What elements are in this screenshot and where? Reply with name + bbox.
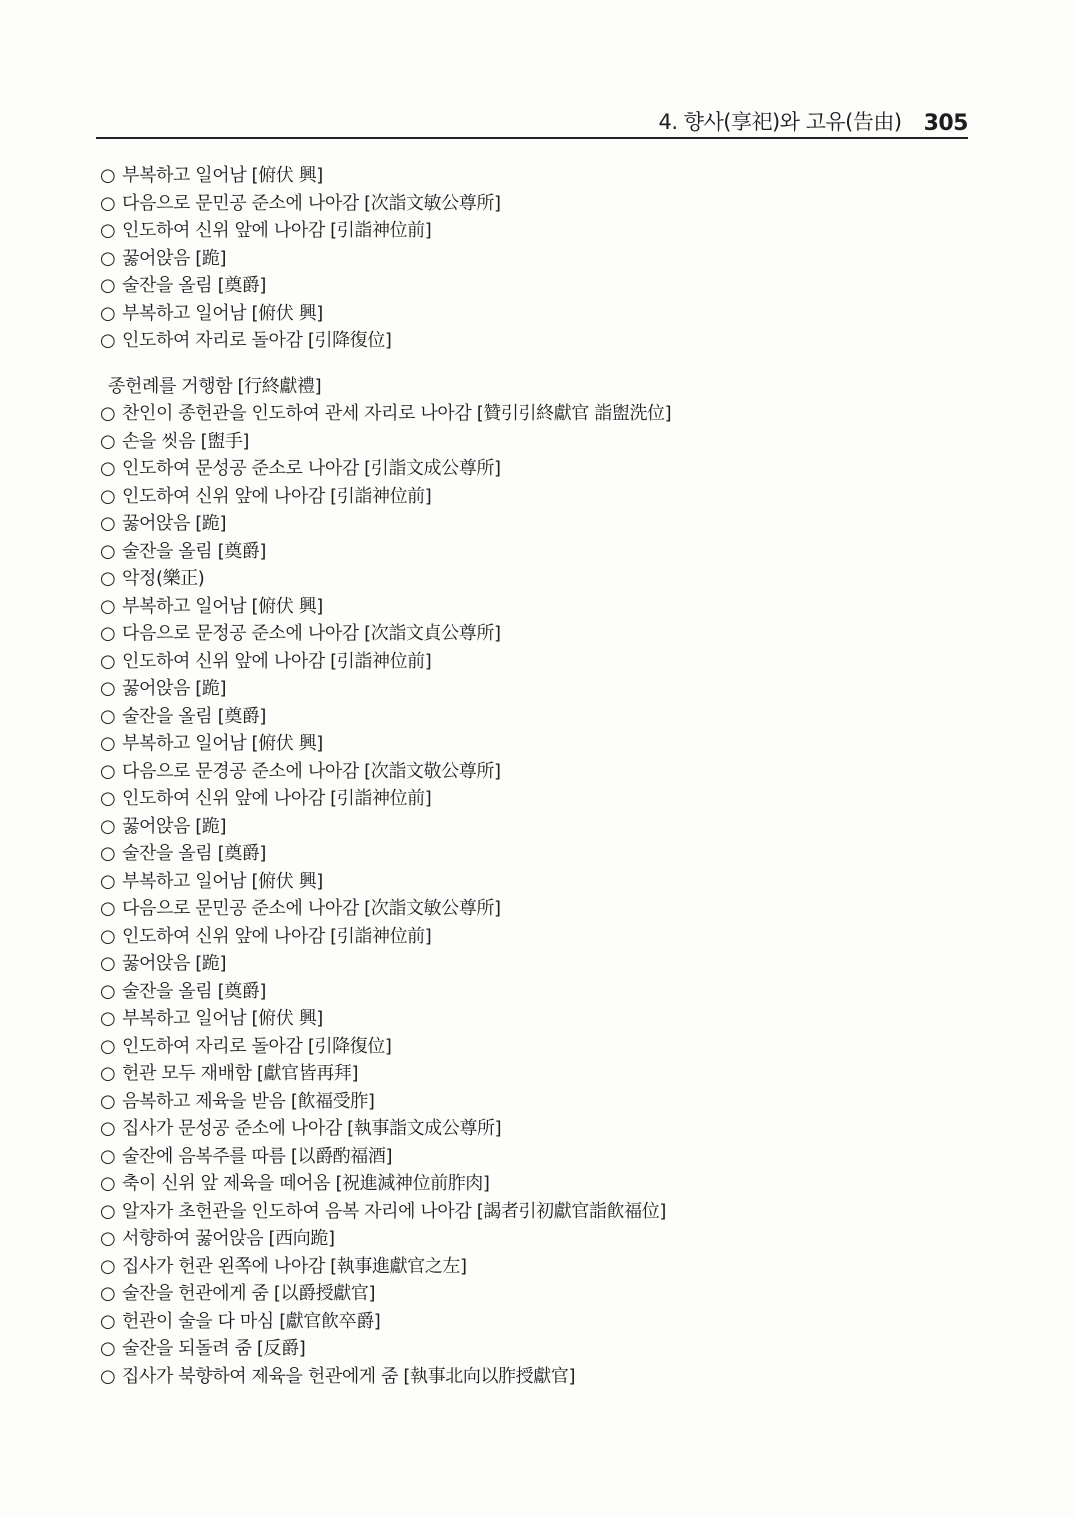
section-heading: 종헌례를 거행함 [行終獻禮] bbox=[108, 375, 322, 397]
circle-bullet-icon: ○ bbox=[100, 1173, 116, 1194]
list-item bbox=[100, 455, 960, 483]
body-text bbox=[100, 162, 960, 1390]
list-item-text: 꿇어앉음 [跪] bbox=[122, 247, 227, 269]
list-item-text: 꿇어앉음 [跪] bbox=[122, 815, 227, 837]
list-item-text: 다음으로 문정공 준소에 나아감 [次詣文貞公尊所] bbox=[122, 623, 501, 644]
circle-bullet-icon: ○ bbox=[100, 1008, 116, 1029]
circle-bullet-icon: ○ bbox=[100, 815, 116, 837]
list-item bbox=[100, 1225, 960, 1253]
circle-bullet-icon: ○ bbox=[100, 1145, 116, 1167]
circle-bullet-icon: ○ bbox=[100, 623, 116, 644]
list-item bbox=[100, 483, 960, 511]
list-item-text: 술잔에 음복주를 따름 [以爵酌福酒] bbox=[122, 1145, 393, 1167]
circle-bullet-icon: ○ bbox=[100, 458, 116, 479]
list-item bbox=[100, 217, 960, 245]
list-item-text: 헌관이 술을 다 마심 [獻官飮卒爵] bbox=[122, 1310, 381, 1332]
circle-bullet-icon: ○ bbox=[100, 1063, 116, 1084]
list-item bbox=[100, 1198, 960, 1226]
list-item bbox=[100, 272, 960, 300]
header-rule bbox=[96, 137, 968, 139]
list-item-text: 술잔을 헌관에게 줌 [以爵授獻官] bbox=[122, 1283, 376, 1304]
list-item bbox=[100, 1308, 960, 1336]
circle-bullet-icon: ○ bbox=[100, 220, 116, 241]
circle-bullet-icon: ○ bbox=[100, 1090, 116, 1112]
list-item bbox=[100, 1005, 960, 1033]
circle-bullet-icon: ○ bbox=[100, 485, 116, 507]
list-item-text: 인도하여 문성공 준소로 나아감 [引詣文成公尊所] bbox=[122, 458, 501, 479]
page-number: 305 bbox=[923, 111, 968, 136]
list-item bbox=[100, 895, 960, 923]
list-item-text: 꿇어앉음 [跪] bbox=[122, 678, 227, 699]
list-item-text: 부복하고 일어남 [俯伏 興] bbox=[122, 595, 323, 617]
list-item-text: 서향하여 꿇어앉음 [西向跪] bbox=[122, 1228, 335, 1249]
list-item-text: 집사가 북향하여 제육을 헌관에게 줌 [執事北向以胙授獻官] bbox=[122, 1365, 576, 1387]
circle-bullet-icon: ○ bbox=[100, 650, 116, 672]
procedure-list-1 bbox=[100, 162, 960, 355]
list-item bbox=[100, 190, 960, 218]
list-item bbox=[100, 978, 960, 1006]
list-item-text: 집사가 문성공 준소에 나아감 [執事詣文成公尊所] bbox=[122, 1118, 502, 1139]
circle-bullet-icon: ○ bbox=[100, 1118, 116, 1139]
circle-bullet-icon: ○ bbox=[100, 540, 116, 562]
list-item bbox=[100, 565, 960, 593]
page-header bbox=[96, 108, 968, 136]
list-item bbox=[100, 703, 960, 731]
list-item bbox=[100, 923, 960, 951]
circle-bullet-icon: ○ bbox=[100, 760, 116, 782]
list-item-text: 음복하고 제육을 받음 [飮福受胙] bbox=[122, 1090, 375, 1112]
list-item-text: 인도하여 신위 앞에 나아감 [引詣神位前] bbox=[122, 220, 432, 241]
circle-bullet-icon: ○ bbox=[100, 403, 116, 424]
list-item bbox=[100, 1060, 960, 1088]
circle-bullet-icon: ○ bbox=[100, 1310, 116, 1332]
circle-bullet-icon: ○ bbox=[100, 275, 116, 296]
circle-bullet-icon: ○ bbox=[100, 788, 116, 809]
list-item-text: 인도하여 신위 앞에 나아감 [引詣神位前] bbox=[122, 650, 432, 672]
list-item-text: 술잔을 올림 [奠爵] bbox=[122, 843, 267, 864]
list-item-text: 술잔을 올림 [奠爵] bbox=[122, 980, 267, 1002]
list-item-text: 술잔을 되돌려 줌 [反爵] bbox=[122, 1338, 306, 1359]
list-item-text: 술잔을 올림 [奠爵] bbox=[122, 705, 267, 727]
list-item-text: 악정(樂正) bbox=[122, 568, 205, 589]
list-item bbox=[100, 300, 960, 328]
list-item bbox=[100, 950, 960, 978]
circle-bullet-icon: ○ bbox=[100, 678, 116, 699]
list-item-text: 다음으로 문경공 준소에 나아감 [次詣文敬公尊所] bbox=[122, 760, 501, 782]
circle-bullet-icon: ○ bbox=[100, 330, 116, 351]
section-2 bbox=[100, 373, 960, 1391]
list-item-text: 손을 씻음 [盥手] bbox=[122, 430, 250, 452]
list-item-text: 축이 신위 앞 제육을 떼어옴 [祝進減神位前胙肉] bbox=[122, 1173, 490, 1194]
list-item bbox=[100, 1115, 960, 1143]
list-item bbox=[100, 428, 960, 456]
list-item-text: 부복하고 일어남 [俯伏 興] bbox=[122, 870, 323, 892]
list-item-text: 술잔을 올림 [奠爵] bbox=[122, 540, 267, 562]
list-item-text: 인도하여 자리로 돌아감 [引降復位] bbox=[122, 1035, 392, 1057]
list-item-text: 다음으로 문민공 준소에 나아감 [次詣文敏公尊所] bbox=[122, 898, 501, 919]
circle-bullet-icon: ○ bbox=[100, 1035, 116, 1057]
list-item-text: 다음으로 문민공 준소에 나아감 [次詣文敏公尊所] bbox=[122, 192, 501, 214]
list-item bbox=[100, 327, 960, 355]
circle-bullet-icon: ○ bbox=[100, 513, 116, 534]
list-item-text: 인도하여 신위 앞에 나아감 [引詣神位前] bbox=[122, 925, 432, 947]
list-item bbox=[100, 785, 960, 813]
circle-bullet-icon: ○ bbox=[100, 595, 116, 617]
list-item bbox=[100, 1253, 960, 1281]
list-item bbox=[100, 510, 960, 538]
circle-bullet-icon: ○ bbox=[100, 247, 116, 269]
circle-bullet-icon: ○ bbox=[100, 568, 116, 589]
list-item bbox=[100, 1170, 960, 1198]
circle-bullet-icon: ○ bbox=[100, 165, 116, 186]
circle-bullet-icon: ○ bbox=[100, 953, 116, 974]
list-item bbox=[100, 1088, 960, 1116]
list-item-text: 헌관 모두 재배함 [獻官皆再拜] bbox=[122, 1063, 359, 1084]
list-item bbox=[100, 1335, 960, 1363]
circle-bullet-icon: ○ bbox=[100, 898, 116, 919]
list-item-text: 부복하고 일어남 [俯伏 興] bbox=[122, 165, 323, 186]
list-item-text: 인도하여 자리로 돌아감 [引降復位] bbox=[122, 330, 392, 351]
circle-bullet-icon: ○ bbox=[100, 1283, 116, 1304]
list-item-text: 인도하여 신위 앞에 나아감 [引詣神位前] bbox=[122, 788, 432, 809]
list-item-text: 인도하여 신위 앞에 나아감 [引詣神位前] bbox=[122, 485, 432, 507]
list-item-text: 찬인이 종헌관을 인도하여 관세 자리로 나아감 [贊引引終獻官 詣盥洗位] bbox=[122, 403, 672, 424]
list-item bbox=[100, 868, 960, 896]
list-item bbox=[100, 813, 960, 841]
list-item bbox=[100, 730, 960, 758]
list-item bbox=[100, 1280, 960, 1308]
circle-bullet-icon: ○ bbox=[100, 1228, 116, 1249]
list-item bbox=[100, 400, 960, 428]
list-item-text: 알자가 초헌관을 인도하여 음복 자리에 나아감 [謁者引初獻官詣飮福位] bbox=[122, 1200, 666, 1222]
list-item-text: 꿇어앉음 [跪] bbox=[122, 953, 227, 974]
list-item bbox=[100, 840, 960, 868]
list-item-text: 꿇어앉음 [跪] bbox=[122, 513, 227, 534]
list-item bbox=[100, 162, 960, 190]
list-item bbox=[100, 245, 960, 273]
list-item bbox=[100, 538, 960, 566]
circle-bullet-icon: ○ bbox=[100, 733, 116, 754]
running-head: 4. 향사(享祀)와 고유(告由) bbox=[658, 110, 902, 134]
circle-bullet-icon: ○ bbox=[100, 430, 116, 452]
circle-bullet-icon: ○ bbox=[100, 925, 116, 947]
circle-bullet-icon: ○ bbox=[100, 843, 116, 864]
list-item bbox=[100, 593, 960, 621]
procedure-list-2 bbox=[100, 400, 960, 1390]
circle-bullet-icon: ○ bbox=[100, 1200, 116, 1222]
list-item bbox=[100, 648, 960, 676]
circle-bullet-icon: ○ bbox=[100, 192, 116, 214]
list-item-text: 부복하고 일어남 [俯伏 興] bbox=[122, 302, 323, 324]
circle-bullet-icon: ○ bbox=[100, 980, 116, 1002]
circle-bullet-icon: ○ bbox=[100, 870, 116, 892]
list-item bbox=[100, 1033, 960, 1061]
list-item bbox=[100, 758, 960, 786]
circle-bullet-icon: ○ bbox=[100, 1338, 116, 1359]
list-item bbox=[100, 1363, 960, 1391]
list-item bbox=[100, 620, 960, 648]
list-item-text: 부복하고 일어남 [俯伏 興] bbox=[122, 733, 323, 754]
circle-bullet-icon: ○ bbox=[100, 1365, 116, 1387]
circle-bullet-icon: ○ bbox=[100, 302, 116, 324]
list-item-text: 부복하고 일어남 [俯伏 興] bbox=[122, 1008, 323, 1029]
list-item bbox=[100, 1143, 960, 1171]
list-item-text: 술잔을 올림 [奠爵] bbox=[122, 275, 267, 296]
circle-bullet-icon: ○ bbox=[100, 705, 116, 727]
list-item-text: 집사가 헌관 왼쪽에 나아감 [執事進獻官之左] bbox=[122, 1255, 467, 1277]
list-item bbox=[100, 675, 960, 703]
circle-bullet-icon: ○ bbox=[100, 1255, 116, 1277]
